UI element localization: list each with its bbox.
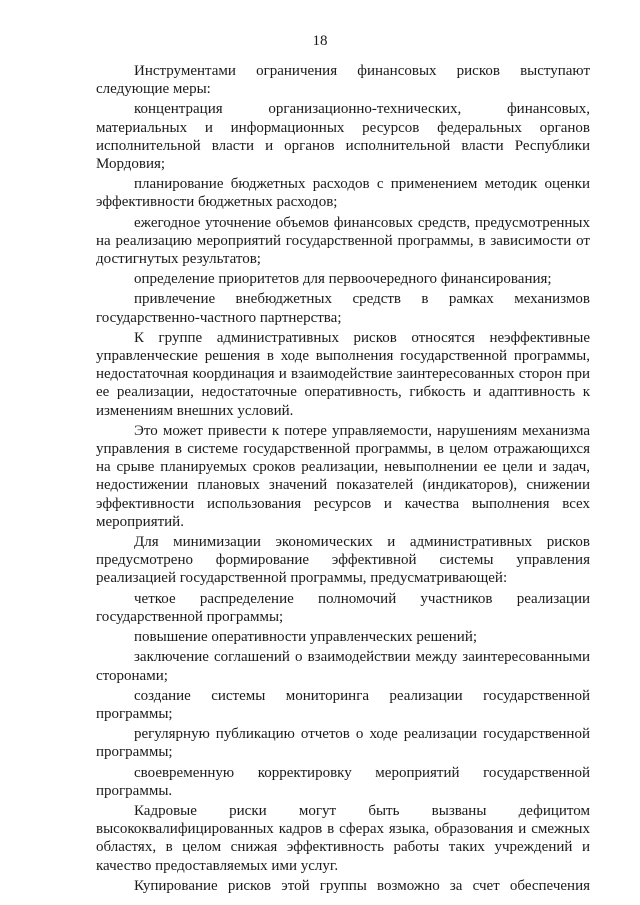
paragraph: ежегодное уточнение объемов финансовых средств, предусмотренных на реализацию мероприятий государственной программы, в зависимости от достигнутых результатов; (96, 214, 590, 268)
paragraph: определение приоритетов для первоочередного финансирования; (134, 271, 552, 288)
paragraph: заключение соглашений о взаимодействии между заинтересованными сторонами; (96, 649, 590, 684)
paragraph: четкое распределение полномочий участников реализации государственной программы; (96, 590, 590, 625)
paragraph: повышение оперативности управленческих решений; (134, 629, 478, 646)
paragraph: регулярную публикацию отчетов о ходе реализации государственной программы; (96, 726, 590, 761)
paragraph: Купирование рисков этой группы возможно за счет обеспечения (134, 877, 590, 894)
paragraph: своевременную корректировку мероприятий государственной программы. (96, 764, 590, 799)
document-body (96, 62, 590, 897)
paragraph: привлечение внебюджетных средств в рамках механизмов государственно-частного партнерства; (96, 291, 590, 326)
page-number: 18 (312, 33, 328, 49)
paragraph: Инструментами ограничения финансовых рисков выступают следующие меры: (96, 63, 590, 98)
paragraph: К группе административных рисков относятся неэффективные управленческие решения в ходе выполнения государственной программы, недостаточная координация и взаимодействие заинтересованных сторон при ее реализации, недостаточные оперативность, гибкость и адаптивность к изменениям внешних условий. (96, 329, 590, 419)
paragraph: Кадровые риски могут быть вызваны дефицитом высококвалифицированных кадров в сферах языка, образования и смежных областях, в целом снижая эффективность работы таких учреждений и качество предоставляемых ими услуг. (96, 802, 590, 874)
paragraph: концентрация организационно-технических, финансовых, материальных и информационных ресурсов федеральных органов исполнительной власти и органов исполнительной власти Республики Мордовия; (96, 101, 590, 173)
paragraph: Для минимизации экономических и административных рисков предусмотрено формирование эффективной системы управления реализацией государственной программы, предусматривающей: (96, 534, 590, 587)
paragraph: Это может привести к потере управляемости, нарушениям механизма управления в системе государственной программы, в целом отражающихся на срыве планируемых сроков реализации, невыполнении ее цели и задач, недостижении плановых значений показателей (индикаторов), снижении эффективности использования ресурсов и качества выполнения всех мероприятий. (96, 422, 590, 530)
paragraph: планирование бюджетных расходов с применением методик оценки эффективности бюджетных расходов; (96, 176, 590, 211)
paragraph: создание системы мониторинга реализации государственной программы; (96, 687, 590, 722)
